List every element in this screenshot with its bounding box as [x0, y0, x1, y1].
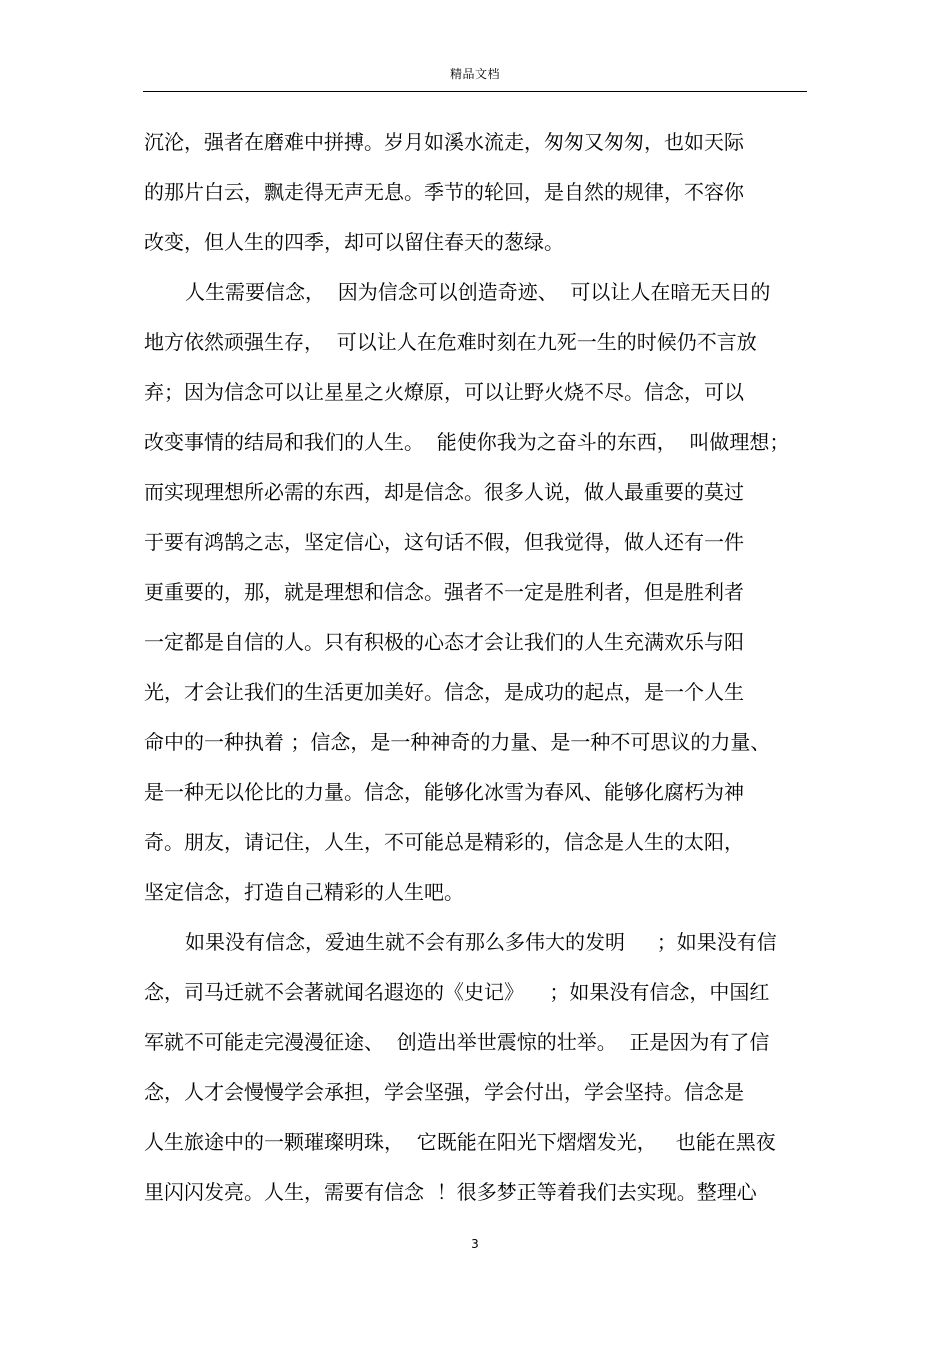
text-line: 改变事情的结局和我们的人生。 能使你我为之奋斗的东西， 叫做理想；	[144, 430, 790, 454]
text-line: 更重要的，那，就是理想和信念。强者不一定是胜利者，但是胜利者	[144, 580, 744, 604]
text-line: 念，司马迁就不会著就闻名遐迩的《史记》 ；如果没有信念，中国红	[144, 980, 770, 1004]
text-line: 的那片白云，飘走得无声无息。季节的轮回，是自然的规律，不容你	[144, 180, 744, 204]
text-line: 军就不可能走完漫漫征途、 创造出举世震惊的壮举。 正是因为有了信	[144, 1030, 770, 1054]
text-line: 沉沦，强者在磨难中拼搏。岁月如溪水流走，匆匆又匆匆，也如天际	[144, 130, 744, 154]
text-line: 地方依然顽强生存， 可以让人在危难时刻在九死一生的时候仍不言放	[144, 330, 757, 354]
text-line: 于要有鸿鹄之志，坚定信心，这句话不假，但我觉得，做人还有一件	[144, 530, 744, 554]
text-line: 奇。朋友，请记住，人生，不可能总是精彩的，信念是人生的太阳，	[144, 830, 744, 854]
text-line: 一定都是自信的人。只有积极的心态才会让我们的人生充满欢乐与阳	[144, 630, 744, 654]
text-line: 而实现理想所必需的东西，却是信念。很多人说，做人最重要的莫过	[144, 480, 744, 504]
text-line: 坚定信念，打造自己精彩的人生吧。	[144, 880, 464, 904]
text-line: 人生旅途中的一颗璀璨明珠， 它既能在阳光下熠熠发光， 也能在黑夜	[144, 1130, 776, 1154]
text-line: 弃；因为信念可以让星星之火燎原，可以让野火烧不尽。信念，可以	[144, 380, 744, 404]
text-line: 是一种无以伦比的力量。信念，能够化冰雪为春风、能够化腐朽为神	[144, 780, 744, 804]
paragraph-first-line: 人生需要信念， 因为信念可以创造奇迹、 可以让人在暗无天日的	[185, 280, 771, 304]
text-line: 命中的一种执着 ；信念，是一种神奇的力量、是一种不可思议的力量、	[144, 730, 771, 754]
paragraph-first-line: 如果没有信念，爱迪生就不会有那么多伟大的发明 ；如果没有信	[185, 930, 777, 954]
page-header-title: 精品文档	[449, 67, 500, 81]
text-line: 里闪闪发亮。人生，需要有信念 ！很多梦正等着我们去实现。整理心	[144, 1180, 757, 1204]
page-number: 3	[471, 1237, 479, 1251]
text-line: 改变，但人生的四季，却可以留住春天的葱绿。	[144, 230, 564, 254]
text-line: 光，才会让我们的生活更加美好。信念，是成功的起点，是一个人生	[144, 680, 744, 704]
text-line: 念，人才会慢慢学会承担，学会坚强，学会付出，学会坚持。信念是	[144, 1080, 744, 1104]
